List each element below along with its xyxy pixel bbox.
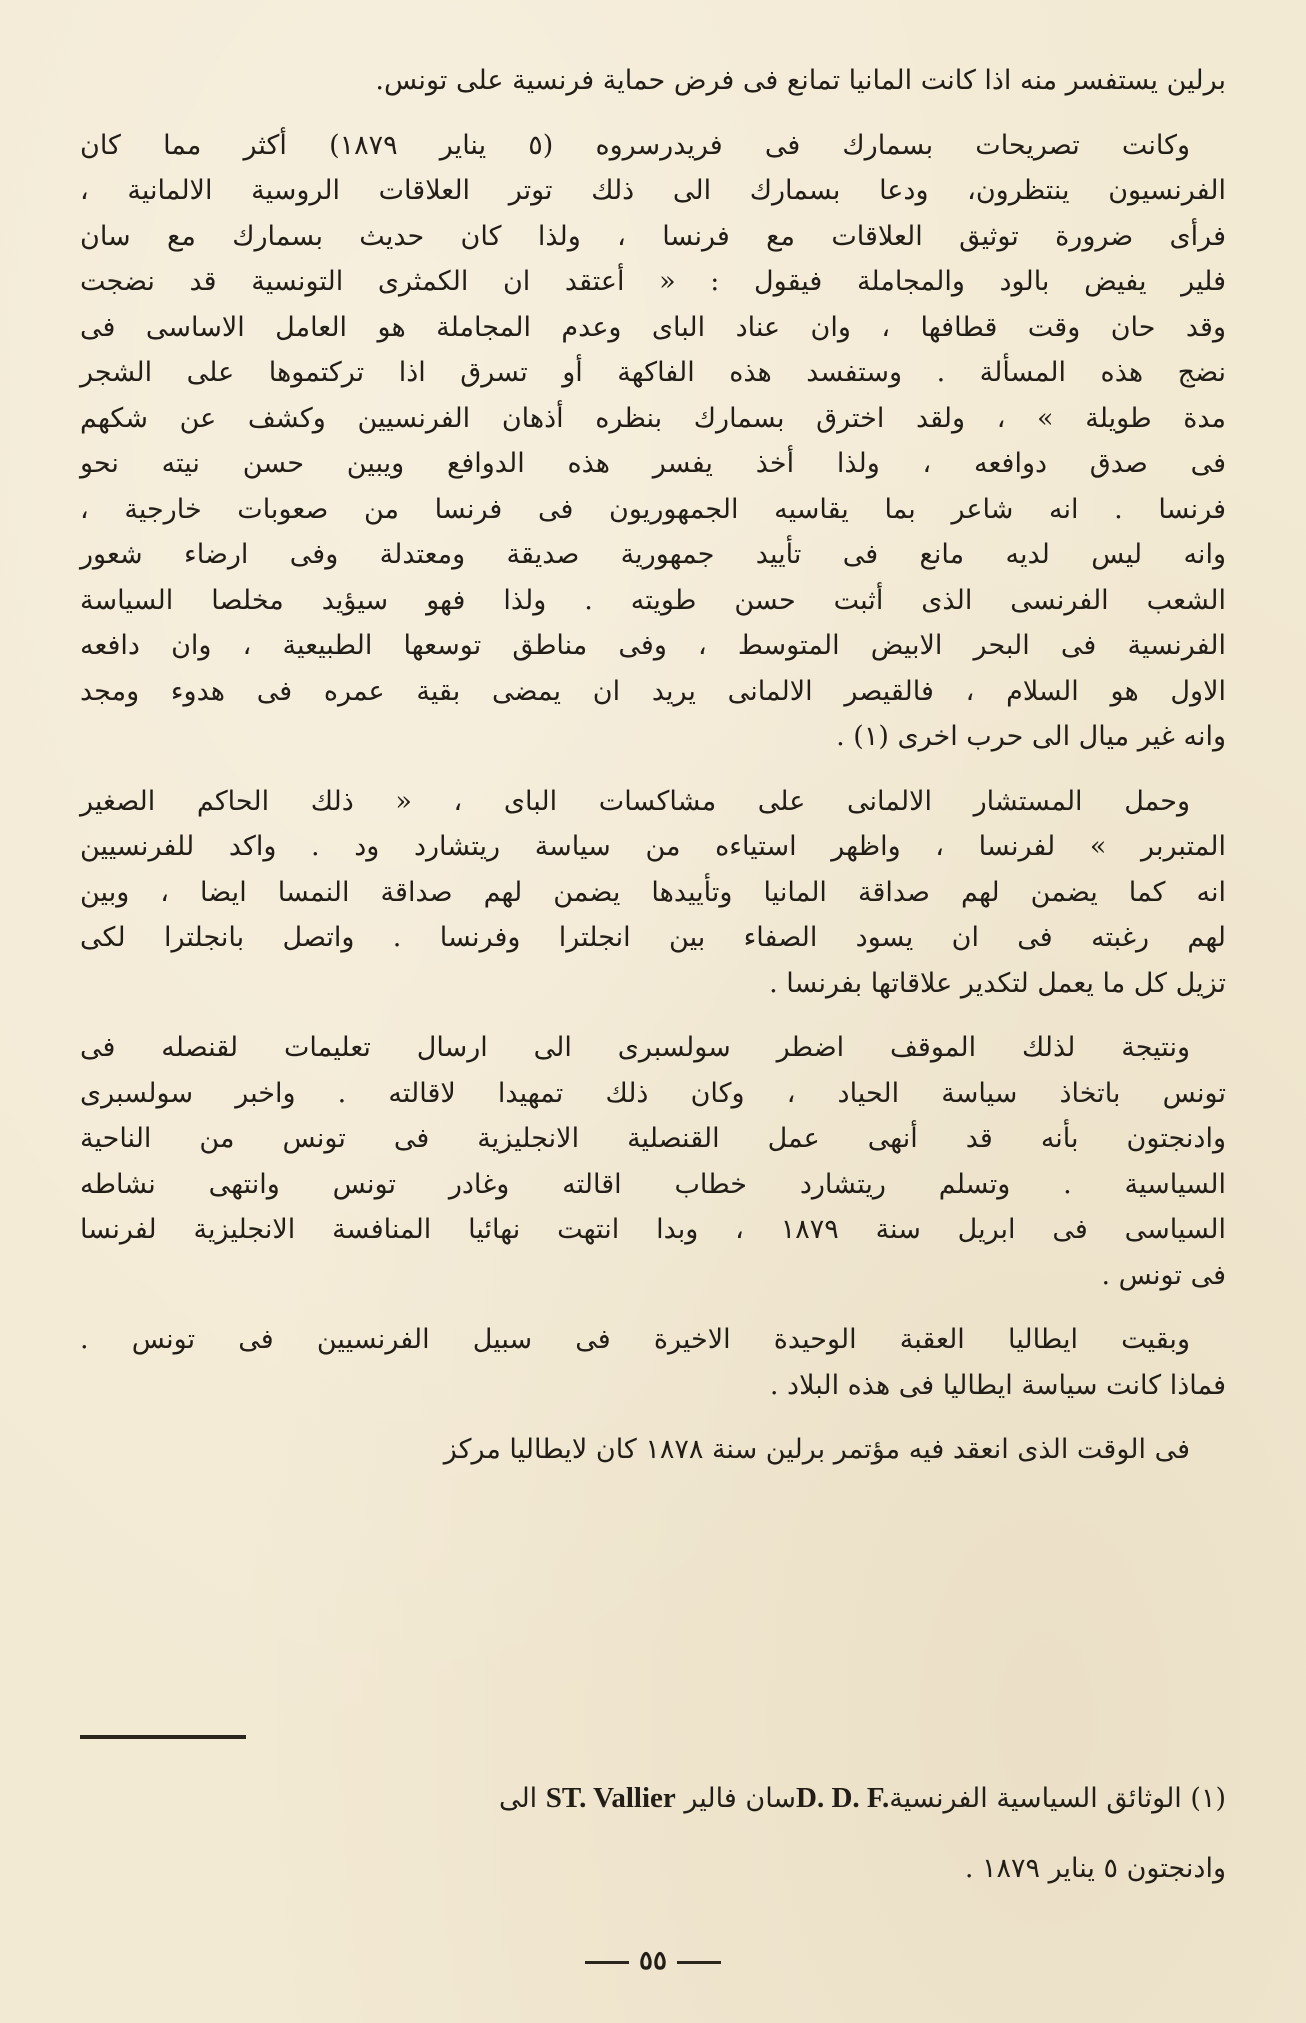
text-line: وقد حان وقت قطافها ، وان عناد الباى وعدم المجاملة هو العامل الاساسى فى — [80, 311, 1226, 343]
footnote-source: (١) الوثائق السياسية الفرنسية — [889, 1783, 1226, 1814]
paragraph-5 — [80, 1317, 1226, 1408]
text-line: مدة طويلة » ، ولقد اخترق بسمارك بنظره أذهان الفرنسيين وكشف عن شكهم — [80, 402, 1226, 434]
text-line: وبقيت ايطاليا العقبة الوحيدة الاخيرة فى سبيل الفرنسيين فى تونس . — [80, 1324, 1190, 1355]
text-line: المتبربر » لفرنسا ، واظهر استياءه من سياسة ريتشارد ود . واكد للفرنسيين — [80, 831, 1226, 862]
text-line: برلين يستفسر منه اذا كانت المانيا تمانع فى فرض حماية فرنسية على تونس. — [375, 65, 1226, 96]
paragraph-3 — [80, 779, 1226, 1007]
text-line: الفرنسية فى البحر الابيض المتوسط ، وفى مناطق توسعها الطبيعية ، وان دافعه — [80, 630, 1226, 661]
paragraph-4 — [80, 1025, 1226, 1298]
footnote-person-latin: ST. Vallier — [545, 1782, 676, 1814]
footnote-line-1 — [80, 1763, 1226, 1834]
text-line: السياسى فى ابريل سنة ١٨٧٩ ، وبدا انتهت نهائيا المنافسة الانجليزية لفرنسا — [80, 1214, 1226, 1245]
page-number — [0, 1946, 1306, 1976]
paragraph-1 — [80, 58, 1226, 104]
text-line: تونس باتخاذ سياسة الحياد ، وكان ذلك تمهيدا لاقالته . واخبر سولسبرى — [80, 1077, 1226, 1109]
text-line: ونتيجة لذلك الموقف اضطر سولسبرى الى ارسال تعليمات لقنصله فى — [80, 1032, 1190, 1063]
footnote-source-abbrev: D. D. F. — [796, 1782, 890, 1814]
text-line: وادنجتون بأنه قد أنهى عمل القنصلية الانجليزية فى تونس من الناحية — [80, 1123, 1226, 1154]
text-line: وانه ليس لديه مانع فى تأييد جمهورية صديقة ومعتدلة وفى ارضاء شعور — [80, 539, 1226, 570]
text-line: نضج هذه المسألة . وستفسد هذه الفاكهة أو تسرق اذا تركتموها على الشجر — [80, 357, 1226, 388]
text-line: وحمل المستشار الالمانى على مشاكسات الباى ، « ذلك الحاكم الصغير — [80, 785, 1190, 817]
text-line: الاول هو السلام ، فالقيصر الالمانى يريد ان يمضى بقية عمره فى هدوء ومجد — [80, 675, 1226, 707]
text-line: وانه غير ميال الى حرب اخرى (١) . — [836, 721, 1226, 752]
text-line: فماذا كانت سياسة ايطاليا فى هذه البلاد . — [769, 1369, 1226, 1401]
paragraph-6 — [80, 1427, 1226, 1473]
text-line: فى صدق دوافعه ، ولذا أخذ يفسر هذه الدوافع ويبين حسن نيته نحو — [80, 448, 1226, 479]
footnote-line-2: وادنجتون ٥ يناير ١٨٧٩ . — [964, 1853, 1226, 1884]
footnote-separator-rule — [80, 1735, 246, 1739]
page-number-value: ٥٥ — [639, 1946, 667, 1976]
footnote-sender: سان فالير — [684, 1783, 797, 1814]
text-line: انه كما يضمن لهم صداقة المانيا وتأييدها يضمن لهم صداقة النمسا ايضا ، وبين — [80, 876, 1226, 908]
body-text — [80, 58, 1226, 1473]
text-line: فلير يفيض بالود والمجاملة فيقول : « أعتقد ان الكمثرى التونسية قد نضجت — [80, 266, 1226, 297]
text-line: تزيل كل ما يعمل لتكدير علاقاتها بفرنسا . — [769, 967, 1226, 999]
page-number-dash-left — [585, 1961, 629, 1964]
text-line: فرأى ضرورة توثيق العلاقات مع فرنسا ، ولذا كان حديث بسمارك مع سان — [80, 220, 1226, 252]
text-line: الشعب الفرنسى الذى أثبت حسن طويته . ولذا فهو سيؤيد مخلصا السياسة — [80, 584, 1226, 616]
text-line: وكانت تصريحات بسمارك فى فريدرسروه (٥ يناير ١٨٧٩) أكثر مما كان — [80, 129, 1191, 161]
text-line: السياسية . وتسلم ريتشارد خطاب اقالته وغادر تونس وانتهى نشاطه — [80, 1168, 1226, 1200]
footnote — [80, 1763, 1226, 1904]
text-line: الفرنسيون ينتظرون، ودعا بسمارك الى ذلك توتر العلاقات الروسية الالمانية ، — [80, 175, 1226, 206]
text-line: لهم رغبته فى ان يسود الصفاء بين انجلترا وفرنسا . واتصل بانجلترا لكى — [80, 922, 1226, 953]
text-line: فى الوقت الذى انعقد فيه مؤتمر برلين سنة ١٨٧٨ كان لايطاليا مركز — [443, 1434, 1190, 1465]
text-line: فرنسا . انه شاعر بما يقاسيه الجمهوريون فى فرنسا من صعوبات خارجية ، — [80, 493, 1226, 525]
footnote-to: الى — [498, 1783, 538, 1814]
paragraph-2 — [80, 123, 1226, 760]
text-line: فى تونس . — [1101, 1259, 1226, 1291]
page-number-dash-right — [677, 1961, 721, 1964]
